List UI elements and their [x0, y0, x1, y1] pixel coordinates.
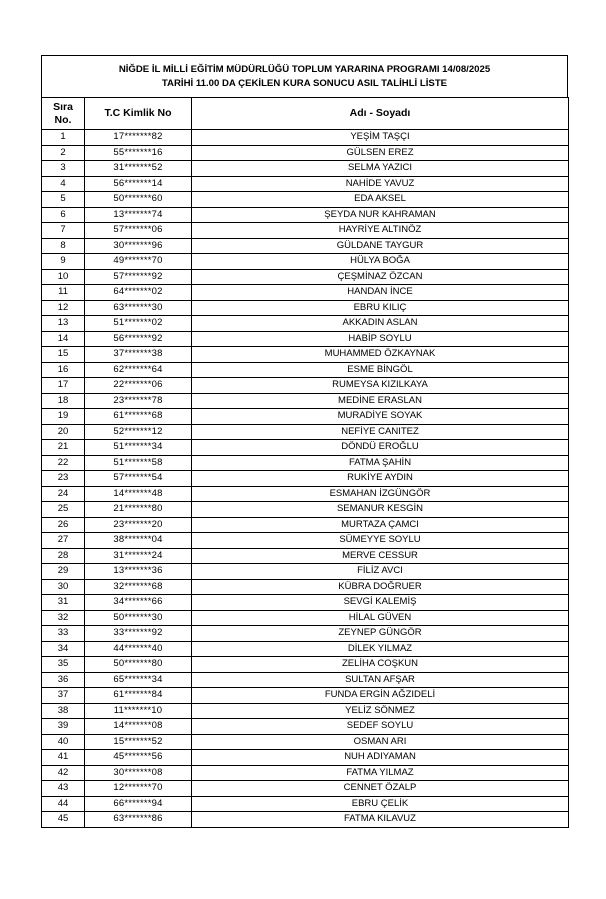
row-number: 15	[42, 347, 85, 363]
row-ad-soyad: SÜMEYYE SOYLU	[192, 533, 569, 549]
row-number: 37	[42, 688, 85, 704]
row-number: 18	[42, 393, 85, 409]
row-tc-kimlik: 49*******70	[85, 254, 192, 270]
row-tc-kimlik: 50*******80	[85, 657, 192, 673]
row-ad-soyad: ESME BİNGÖL	[192, 362, 569, 378]
document-sheet	[41, 55, 568, 828]
row-number: 29	[42, 564, 85, 580]
row-ad-soyad: MEDİNE ERASLAN	[192, 393, 569, 409]
table-row	[42, 533, 569, 549]
row-number: 36	[42, 672, 85, 688]
table-row	[42, 486, 569, 502]
table-row	[42, 223, 569, 239]
row-tc-kimlik: 31*******24	[85, 548, 192, 564]
row-number: 21	[42, 440, 85, 456]
table-row	[42, 316, 569, 332]
row-ad-soyad: MUHAMMED ÖZKAYNAK	[192, 347, 569, 363]
row-number: 42	[42, 765, 85, 781]
table-row	[42, 734, 569, 750]
row-number: 6	[42, 207, 85, 223]
table-row	[42, 765, 569, 781]
row-ad-soyad: RUMEYSA KIZILKAYA	[192, 378, 569, 394]
row-tc-kimlik: 63*******86	[85, 812, 192, 828]
row-tc-kimlik: 61*******68	[85, 409, 192, 425]
row-number: 28	[42, 548, 85, 564]
row-tc-kimlik: 14*******48	[85, 486, 192, 502]
table-row	[42, 409, 569, 425]
table-row	[42, 502, 569, 518]
row-tc-kimlik: 51*******58	[85, 455, 192, 471]
row-number: 38	[42, 703, 85, 719]
row-ad-soyad: YELİZ SÖNMEZ	[192, 703, 569, 719]
row-number: 17	[42, 378, 85, 394]
table-row	[42, 703, 569, 719]
row-number: 4	[42, 176, 85, 192]
title-line-1: NİĞDE İL MİLLİ EĞİTİM MÜDÜRLÜĞÜ TOPLUM YARARINA PROGRAMI 14/08/2025	[118, 63, 491, 75]
row-number: 35	[42, 657, 85, 673]
row-number: 8	[42, 238, 85, 254]
row-ad-soyad: ŞEYDA NUR KAHRAMAN	[192, 207, 569, 223]
row-tc-kimlik: 63*******30	[85, 300, 192, 316]
table-row	[42, 207, 569, 223]
row-number: 44	[42, 796, 85, 812]
row-number: 9	[42, 254, 85, 270]
row-tc-kimlik: 56*******92	[85, 331, 192, 347]
table-row	[42, 285, 569, 301]
row-ad-soyad: HABİP SOYLU	[192, 331, 569, 347]
row-tc-kimlik: 32*******68	[85, 579, 192, 595]
row-tc-kimlik: 50*******30	[85, 610, 192, 626]
row-number: 2	[42, 145, 85, 161]
row-number: 7	[42, 223, 85, 239]
table-row	[42, 471, 569, 487]
header-sira-no	[42, 98, 85, 130]
table-row	[42, 254, 569, 270]
table-row	[42, 424, 569, 440]
row-tc-kimlik: 22*******06	[85, 378, 192, 394]
table-row	[42, 455, 569, 471]
table-row	[42, 130, 569, 146]
row-ad-soyad: FUNDA ERGİN AĞZIDELİ	[192, 688, 569, 704]
row-number: 45	[42, 812, 85, 828]
row-tc-kimlik: 14*******08	[85, 719, 192, 735]
row-ad-soyad: GÜLDANE TAYGUR	[192, 238, 569, 254]
row-number: 3	[42, 161, 85, 177]
row-number: 1	[42, 130, 85, 146]
table-row	[42, 657, 569, 673]
row-ad-soyad: NUH ADIYAMAN	[192, 750, 569, 766]
row-number: 24	[42, 486, 85, 502]
row-number: 11	[42, 285, 85, 301]
row-number: 34	[42, 641, 85, 657]
table-row	[42, 595, 569, 611]
table-row	[42, 688, 569, 704]
header-sira-line1: Sıra	[53, 100, 73, 113]
row-ad-soyad: ESMAHAN İZGÜNGÖR	[192, 486, 569, 502]
row-tc-kimlik: 33*******92	[85, 626, 192, 642]
row-ad-soyad: DİLEK YILMAZ	[192, 641, 569, 657]
row-ad-soyad: NAHİDE YAVUZ	[192, 176, 569, 192]
row-ad-soyad: SEVGİ KALEMİŞ	[192, 595, 569, 611]
row-number: 33	[42, 626, 85, 642]
header-sira-line2: No.	[54, 113, 72, 126]
row-tc-kimlik: 56*******14	[85, 176, 192, 192]
row-ad-soyad: FATMA ŞAHİN	[192, 455, 569, 471]
row-number: 20	[42, 424, 85, 440]
table-row	[42, 517, 569, 533]
row-tc-kimlik: 65*******34	[85, 672, 192, 688]
row-number: 27	[42, 533, 85, 549]
row-number: 41	[42, 750, 85, 766]
table-row	[42, 796, 569, 812]
row-tc-kimlik: 11*******10	[85, 703, 192, 719]
table-row	[42, 331, 569, 347]
row-tc-kimlik: 23*******20	[85, 517, 192, 533]
row-tc-kimlik: 57*******92	[85, 269, 192, 285]
header-ad-soyad: Adı - Soyadı	[192, 98, 569, 130]
row-ad-soyad: SEDEF SOYLU	[192, 719, 569, 735]
row-ad-soyad: FATMA KILAVUZ	[192, 812, 569, 828]
row-ad-soyad: HİLAL GÜVEN	[192, 610, 569, 626]
table-row	[42, 626, 569, 642]
row-tc-kimlik: 66*******94	[85, 796, 192, 812]
table-row	[42, 812, 569, 828]
row-tc-kimlik: 52*******12	[85, 424, 192, 440]
row-ad-soyad: MURADİYE SOYAK	[192, 409, 569, 425]
row-number: 5	[42, 192, 85, 208]
table-row	[42, 750, 569, 766]
table-row	[42, 362, 569, 378]
row-ad-soyad: DÖNDÜ EROĞLU	[192, 440, 569, 456]
row-number: 16	[42, 362, 85, 378]
table-row	[42, 781, 569, 797]
header-tc-kimlik: T.C Kimlik No	[85, 98, 192, 130]
row-number: 13	[42, 316, 85, 332]
row-ad-soyad: EBRU KILIÇ	[192, 300, 569, 316]
table-row	[42, 176, 569, 192]
table-row	[42, 393, 569, 409]
table-row	[42, 161, 569, 177]
row-tc-kimlik: 34*******66	[85, 595, 192, 611]
row-tc-kimlik: 30*******96	[85, 238, 192, 254]
row-tc-kimlik: 17*******82	[85, 130, 192, 146]
table-row	[42, 548, 569, 564]
row-tc-kimlik: 13*******74	[85, 207, 192, 223]
winners-table	[41, 97, 569, 828]
row-ad-soyad: EDA AKSEL	[192, 192, 569, 208]
row-ad-soyad: ÇEŞMİNAZ ÖZCAN	[192, 269, 569, 285]
row-tc-kimlik: 51*******34	[85, 440, 192, 456]
table-row	[42, 238, 569, 254]
table-row	[42, 269, 569, 285]
row-ad-soyad: YEŞİM TAŞÇI	[192, 130, 569, 146]
row-ad-soyad: ZELİHA COŞKUN	[192, 657, 569, 673]
row-tc-kimlik: 30*******08	[85, 765, 192, 781]
row-number: 22	[42, 455, 85, 471]
row-number: 26	[42, 517, 85, 533]
row-tc-kimlik: 61*******84	[85, 688, 192, 704]
table-body	[42, 130, 569, 828]
row-tc-kimlik: 57*******06	[85, 223, 192, 239]
row-tc-kimlik: 15*******52	[85, 734, 192, 750]
row-ad-soyad: HAYRİYE ALTINÖZ	[192, 223, 569, 239]
row-tc-kimlik: 62*******64	[85, 362, 192, 378]
table-row	[42, 610, 569, 626]
row-tc-kimlik: 64*******02	[85, 285, 192, 301]
row-ad-soyad: SELMA YAZICI	[192, 161, 569, 177]
row-ad-soyad: HANDAN İNCE	[192, 285, 569, 301]
row-ad-soyad: MURTAZA ÇAMCI	[192, 517, 569, 533]
table-row	[42, 300, 569, 316]
row-ad-soyad: OSMAN ARI	[192, 734, 569, 750]
table-row	[42, 440, 569, 456]
table-header-row	[42, 98, 569, 130]
document-title	[41, 55, 568, 98]
row-ad-soyad: HÜLYA BOĞA	[192, 254, 569, 270]
row-ad-soyad: RUKİYE AYDIN	[192, 471, 569, 487]
title-line-2: TARİHİ 11.00 DA ÇEKİLEN KURA SONUCU ASIL TALİHLİ LİSTE	[161, 77, 448, 89]
table-row	[42, 672, 569, 688]
row-ad-soyad: KÜBRA DOĞRUER	[192, 579, 569, 595]
row-number: 32	[42, 610, 85, 626]
row-tc-kimlik: 50*******60	[85, 192, 192, 208]
row-tc-kimlik: 45*******56	[85, 750, 192, 766]
table-row	[42, 719, 569, 735]
row-number: 31	[42, 595, 85, 611]
row-tc-kimlik: 38*******04	[85, 533, 192, 549]
row-number: 40	[42, 734, 85, 750]
row-tc-kimlik: 44*******40	[85, 641, 192, 657]
row-ad-soyad: MERVE CESSUR	[192, 548, 569, 564]
row-ad-soyad: AKKADIN ASLAN	[192, 316, 569, 332]
row-number: 10	[42, 269, 85, 285]
table-row	[42, 145, 569, 161]
row-ad-soyad: NEFİYE CANITEZ	[192, 424, 569, 440]
row-number: 39	[42, 719, 85, 735]
row-tc-kimlik: 12*******70	[85, 781, 192, 797]
row-tc-kimlik: 57*******54	[85, 471, 192, 487]
table-row	[42, 641, 569, 657]
row-number: 43	[42, 781, 85, 797]
row-tc-kimlik: 55*******16	[85, 145, 192, 161]
row-tc-kimlik: 21*******80	[85, 502, 192, 518]
row-tc-kimlik: 31*******52	[85, 161, 192, 177]
row-ad-soyad: FATMA YILMAZ	[192, 765, 569, 781]
table-row	[42, 378, 569, 394]
row-ad-soyad: EBRU ÇELİK	[192, 796, 569, 812]
row-tc-kimlik: 13*******36	[85, 564, 192, 580]
row-number: 25	[42, 502, 85, 518]
row-tc-kimlik: 37*******38	[85, 347, 192, 363]
table-row	[42, 192, 569, 208]
row-ad-soyad: ZEYNEP GÜNGÖR	[192, 626, 569, 642]
row-ad-soyad: SULTAN AFŞAR	[192, 672, 569, 688]
row-tc-kimlik: 23*******78	[85, 393, 192, 409]
row-number: 12	[42, 300, 85, 316]
row-ad-soyad: FİLİZ AVCI	[192, 564, 569, 580]
row-number: 23	[42, 471, 85, 487]
table-row	[42, 564, 569, 580]
row-ad-soyad: GÜLSEN EREZ	[192, 145, 569, 161]
row-ad-soyad: SEMANUR KESGİN	[192, 502, 569, 518]
row-number: 19	[42, 409, 85, 425]
row-number: 30	[42, 579, 85, 595]
row-number: 14	[42, 331, 85, 347]
table-row	[42, 347, 569, 363]
row-tc-kimlik: 51*******02	[85, 316, 192, 332]
table-row	[42, 579, 569, 595]
row-ad-soyad: CENNET ÖZALP	[192, 781, 569, 797]
